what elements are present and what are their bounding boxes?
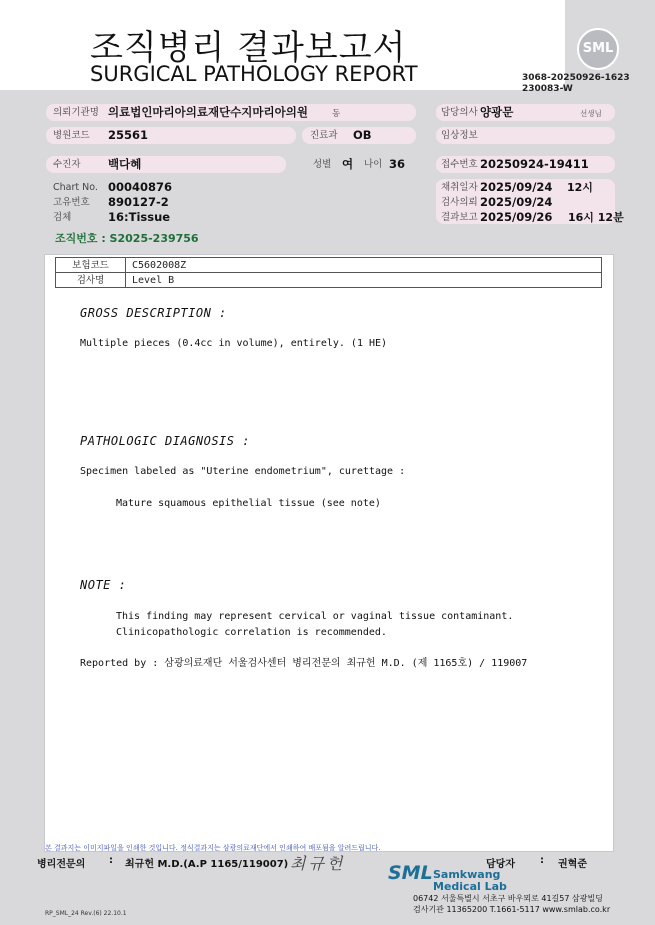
document-number: 3068-20250926-1623 230083-W bbox=[522, 73, 630, 94]
reported-time: 16시 12분 bbox=[568, 211, 624, 224]
patient-label: 수진자 bbox=[53, 159, 81, 170]
receipt-label: 접수번호 bbox=[441, 159, 478, 170]
note-line-2: Clinicopathologic correlation is recommended. bbox=[116, 627, 387, 638]
lab-agency: 검사기관 11365200 T.1661-5117 www.smlab.co.kr bbox=[413, 905, 611, 914]
title-english: SURGICAL PATHOLOGY REPORT bbox=[90, 62, 418, 86]
receipt-value: 20250924-19411 bbox=[480, 157, 589, 171]
diagnosis-line-2: Mature squamous epithelial tissue (see note) bbox=[116, 498, 381, 509]
institution-label: 의뢰기관명 bbox=[53, 107, 99, 118]
unique-label: 고유번호 bbox=[53, 197, 90, 208]
reported-value: 2025/09/26 bbox=[480, 210, 553, 224]
collected-label: 채취일자 bbox=[441, 182, 478, 193]
clinical-info-label: 임상정보 bbox=[441, 130, 478, 141]
hospital-code-label: 병원코드 bbox=[53, 130, 90, 141]
patient-value: 백다혜 bbox=[108, 157, 142, 171]
test-name-key: 검사명 bbox=[56, 273, 126, 288]
test-name-value: Level B bbox=[126, 273, 602, 288]
table-row bbox=[56, 258, 602, 273]
gross-title: GROSS DESCRIPTION : bbox=[80, 306, 227, 320]
doctor-suffix: 선생님 bbox=[580, 109, 602, 118]
dept-value: OB bbox=[353, 128, 372, 142]
sml-logo-icon: SML bbox=[577, 28, 619, 70]
specimen-value: 16:Tissue bbox=[108, 210, 171, 224]
pathologist-colon: : bbox=[109, 855, 113, 866]
specimen-label: 검체 bbox=[53, 212, 72, 223]
code-value: C5602008Z bbox=[126, 258, 602, 273]
tissue-number: 조직번호 : S2025-239756 bbox=[55, 232, 199, 245]
diagnosis-line-1: Specimen labeled as "Uterine endometrium", curettage : bbox=[80, 466, 406, 477]
reported-by: Reported by : 삼광의료재단 서울검사센터 병리전문의 최규헌 M.D. (제 1165호) / 119007 bbox=[80, 658, 528, 669]
note-line-1: This finding may represent cervical or vaginal tissue contaminant. bbox=[116, 611, 514, 622]
collected-value: 2025/09/24 bbox=[480, 180, 553, 194]
sex-value: 여 bbox=[342, 157, 354, 171]
code-key: 보험코드 bbox=[56, 258, 126, 273]
lab-name: Samkwang Medical Lab bbox=[433, 868, 507, 893]
age-label: 나이 bbox=[364, 159, 383, 170]
age-value: 36 bbox=[389, 157, 406, 171]
requested-value: 2025/09/24 bbox=[480, 195, 553, 209]
report-body bbox=[44, 254, 614, 852]
institution-value: 의료법인마리아의료재단수지마리아의원 bbox=[108, 105, 308, 119]
lab-address: 06742 서울특별시 서초구 바우뫼로 41길57 삼광빌딩 bbox=[413, 894, 603, 903]
patient-pill bbox=[46, 156, 286, 173]
diagnosis-title: PATHOLOGIC DIAGNOSIS : bbox=[80, 434, 250, 448]
doctor-label: 담당의사 bbox=[441, 107, 478, 118]
manager-value: 권혁준 bbox=[558, 859, 587, 870]
institution-suffix: 동 bbox=[332, 109, 341, 119]
signature-image: 최규헌 bbox=[290, 854, 346, 873]
table-row bbox=[56, 273, 602, 288]
unique-value: 890127-2 bbox=[108, 195, 169, 209]
pathologist-label: 병리전문의 bbox=[37, 859, 86, 870]
dept-label: 진료과 bbox=[310, 130, 338, 141]
code-table bbox=[55, 257, 602, 288]
chart-value: 00040876 bbox=[108, 180, 173, 194]
note-title: NOTE : bbox=[80, 578, 127, 592]
report-header bbox=[0, 0, 565, 90]
sex-label: 성별 bbox=[313, 159, 332, 170]
doctor-value: 양광문 bbox=[480, 105, 514, 119]
form-number: RP_SML_24 Rev.(6) 22.10.1 bbox=[45, 910, 127, 917]
hospital-code-value: 25561 bbox=[108, 128, 149, 142]
collected-hour: 12시 bbox=[567, 181, 593, 194]
print-notice: 본 결과지는 이미지파일을 인쇄한 것입니다. 정식결과지는 삼광의료재단에서 인쇄하여 배포됨을 알려드립니다. bbox=[45, 844, 381, 852]
title-korean: 조직병리 결과보고서 bbox=[90, 28, 407, 68]
manager-label: 담당자 bbox=[486, 859, 515, 870]
pathologist-value: 최규헌 M.D.(A.P 1165/119007) bbox=[125, 859, 289, 870]
gross-text: Multiple pieces (0.4cc in volume), entirely. (1 HE) bbox=[80, 338, 388, 349]
requested-label: 검사의뢰 bbox=[441, 197, 478, 208]
manager-colon: : bbox=[540, 855, 544, 866]
chart-label: Chart No. bbox=[53, 182, 98, 193]
lab-logo-icon: SML bbox=[388, 862, 433, 884]
reported-label: 결과보고 bbox=[441, 212, 478, 223]
